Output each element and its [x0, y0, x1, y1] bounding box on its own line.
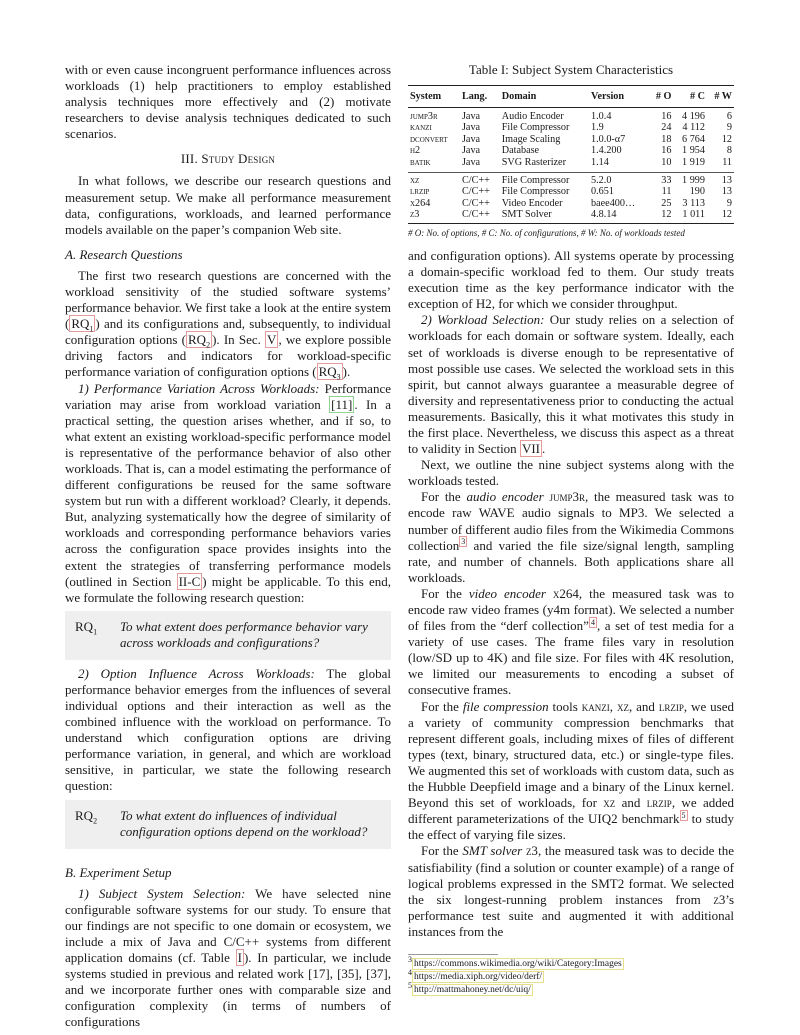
cell-lang: C/C++	[460, 172, 500, 186]
table-row	[408, 172, 734, 186]
paragraph-subject-selection: 1) Subject System Selection: We have selected nine configurable software systems for our study. To ensure that our findings are not specific to one domain or ecosystem, we include a mix of Java and C/C++ systems from different application domains (cf. Table I ). In particular, we include systems studied in previous and related work [17], [35], [37], and we incorporate further ones with comparable size and configuration complexity (in terms of numbers of configurations	[65, 885, 391, 1030]
cell-version: 5.2.0	[589, 172, 649, 186]
table-i-link[interactable]: I	[237, 949, 242, 965]
citation-11-link[interactable]: [11]	[331, 396, 353, 412]
cell-options: 16	[661, 110, 672, 122]
cell-configs: 6 764	[682, 133, 705, 145]
table-header-row	[408, 86, 734, 108]
cell-system: jump3r	[410, 110, 438, 122]
cell-workloads: 13	[707, 172, 734, 186]
cell-system: xz	[408, 172, 460, 186]
cell-configs: 190	[689, 186, 705, 198]
rq1-label: $RQ_1$	[75, 618, 98, 637]
table-row	[408, 134, 734, 146]
cell-lang: Java	[461, 133, 481, 145]
table-row	[408, 145, 734, 157]
col-header-workloads: # W	[707, 86, 734, 108]
paragraph-file-compression: For the file compression tools kanzi, xz, and lrzip, we used a variety of community compression benchmarks that represent different goals, including mixes of files of different types (text, binary, structured data, etc.) or single-type files. We augmented this set of workloads with custom data, such as the Hubble Deepfield image and a binary of the Linux kernel. Beyond this set of workloads, for xz and lrzip, we added different parameterizations of the UIQ2 benchmark $^5$ to study the effect of varying file sizes.	[408, 698, 734, 843]
paragraph-option-influence: 2) Option Influence Across Workloads: The global performance behavior emerges from the influences of several individual options and their interaction as well as the combined influence with the workload on performance. To understand which configuration options are driving performance variation, in general, and which are workload sensitive, in particular, we state the following research question:	[65, 665, 391, 794]
cell-options: 11	[661, 186, 672, 198]
cell-system: x264	[410, 197, 431, 209]
research-question-2-box	[65, 800, 391, 849]
footnote-3: $^3$ https://commons.wikimedia.org/wiki/Category:Images	[408, 954, 622, 969]
footnote-5-url[interactable]: http://mattmahoney.net/dc/uiq/	[414, 984, 531, 995]
section-v-link[interactable]: V	[267, 332, 277, 348]
footnote-5: $^5$ http://mattmahoney.net/dc/uiq/	[408, 980, 531, 995]
cell-workloads: 13	[721, 186, 732, 198]
cell-options: 25	[661, 197, 672, 209]
cell-version: baee400…	[591, 197, 636, 209]
footnote-3-url[interactable]: https://commons.wikimedia.org/wiki/Category:Images	[414, 958, 622, 969]
cell-system: z3	[408, 209, 460, 223]
footnote-4-url[interactable]: https://media.xiph.org/video/derf/	[414, 971, 543, 982]
cell-version: 1.0.0-α7	[591, 133, 626, 145]
col-header-lang: Lang.	[460, 86, 500, 108]
paragraph-video-encoder: For the video encoder x264, the measured task was to encode raw video frames (y4m format). We selected a number of files from the “derf collection” $^4$ , a set of test media for a variety of use cases. The frame files vary in resolution (low/SD up to 4K) and file size. For files with 4K resolution, we limited our measurements to encoding a subset of consecutive frames.	[408, 585, 734, 698]
cell-system: lrzip	[410, 186, 430, 198]
rq3-link[interactable]: $RQ_3$	[318, 364, 341, 382]
cell-domain: SMT Solver	[500, 209, 589, 223]
cell-version: 1.14	[591, 156, 609, 168]
cell-configs: 1 954	[682, 145, 705, 157]
section-title-study-design: III. Study Design	[180, 151, 276, 167]
paragraph-smt-solver: For the SMT solver z3, the measured task was to decide the satisfiability (find a solution or counter example) of a range of logical problems expressed in the SMT2 format. We selected the six longest-running problem instances from z3’s performance test suite and augmented it with additional instances from the	[408, 843, 734, 939]
table-row	[408, 107, 734, 122]
cell-domain: File Compressor	[501, 122, 570, 134]
table-row	[408, 198, 734, 210]
cell-lang: Java	[461, 145, 481, 157]
cell-version: 1.4.200	[591, 145, 622, 157]
cell-lang: Java	[461, 156, 481, 168]
footnote-4: $^4$ https://media.xiph.org/video/derf/	[408, 967, 543, 982]
cell-configs: 1 919	[682, 156, 705, 168]
paragraph-intro-tail: with or even cause incongruent performance influences across workloads (1) help practitioners to employ established analysis techniques more effectively and (2) motivate researchers to devise analysis techniques dedicated to such scenarios.	[65, 62, 391, 142]
rq1-text: To what extent does performance behavior vary across workloads and configurations?	[120, 618, 368, 650]
cell-version: 1.0.4	[591, 110, 612, 122]
paragraph-rq-overview: The first two research questions are concerned with the workload sensitivity of the studied software systems’ performance behavior. We first take a look at the entire system ( $RQ_1$ ) and its configurations and, subsequently, to individual configuration options ( $RQ_2$ ). In Sec. V , we explore possible driving factors and indicators for workload-specific performance variation of configuration options ( $RQ_3$ ).	[65, 267, 391, 382]
cell-lang: C/C++	[461, 197, 490, 209]
section-iic-link[interactable]: II-C	[178, 573, 201, 589]
cell-lang: Java	[461, 122, 481, 134]
cell-workloads: 9	[726, 197, 732, 209]
subsection-experiment-setup: B. Experiment Setup	[65, 864, 172, 880]
cell-version: 4.8.14	[589, 209, 649, 223]
rq2-text: To what extent do influences of individual configuration options depend on the workload?	[120, 807, 368, 839]
table-row	[408, 186, 734, 198]
cell-version: 1.9	[591, 122, 604, 134]
left-column	[65, 62, 391, 1030]
cell-configs: 4 196	[682, 110, 705, 122]
cell-options: 33	[649, 172, 673, 186]
cell-lang: Java	[461, 110, 481, 122]
cell-options: 16	[661, 145, 672, 157]
cell-domain: SVG Rasterizer	[501, 156, 566, 168]
cell-system: kanzi	[410, 122, 432, 134]
subject-systems-table	[408, 85, 734, 224]
paragraph-performance-variation: 1) Performance Variation Across Workloads: Performance variation may arise from workload variation [11] . In a practical setting, the question arises whether, and if so, to what extent an existing workload-specific performance model is representative of the performance behavior of also other workloads. That is, can a model estimating the performance of different configurations be reused for the same software system but run with a different workload? Clearly, it depends. But, analyzing systematically how the degree of similarity of workloads and corresponding performance behaviors varies across the configuration space provides insights into the extent the strategies of transferring performance models (outlined in Section II-C ) might be applicable. To this end, we formulate the following research question:	[65, 380, 392, 605]
table-footnote: # O: No. of options, # C: No. of configurations, # W: No. of workloads tested	[408, 227, 685, 238]
rq1-link[interactable]: $RQ_1$	[71, 316, 94, 334]
cell-lang: C/C++	[460, 209, 500, 223]
cell-configs: 1 011	[673, 209, 707, 223]
table-caption: Table I: Subject System Characteristics	[468, 62, 674, 77]
subsection-research-questions: A. Research Questions	[65, 246, 183, 262]
footnote-3-ref[interactable]: 3	[461, 537, 466, 547]
table-row	[408, 209, 734, 223]
cell-version: 0.651	[591, 186, 614, 198]
cell-domain: Image Scaling	[501, 133, 561, 145]
cell-options: 12	[649, 209, 673, 223]
table-row	[408, 157, 734, 172]
paragraph-study-intro: In what follows, we describe our research questions and measurement setup. We make all performance measurement data, configurations, workloads, and learned performance models available on the paper’s companion Web site.	[65, 173, 391, 237]
section-vii-link[interactable]: VII	[521, 441, 540, 457]
cell-lang: C/C++	[461, 186, 490, 198]
right-column	[408, 62, 734, 997]
col-header-system: System	[408, 86, 460, 108]
cell-workloads: 11	[722, 156, 732, 168]
cell-domain: File Compressor	[500, 172, 589, 186]
cell-configs: 4 112	[682, 122, 705, 134]
cell-system: h2	[410, 145, 421, 157]
cell-domain: File Compressor	[501, 186, 570, 198]
footnote-rule	[408, 954, 498, 955]
rq2-label: $RQ_2$	[75, 807, 98, 826]
cell-configs: 3 113	[682, 197, 705, 209]
rq2-link[interactable]: $RQ_2$	[188, 332, 211, 350]
cell-configs: 1 999	[673, 172, 707, 186]
cell-workloads: 6	[726, 110, 732, 122]
cell-workloads: 9	[726, 122, 732, 134]
cell-workloads: 8	[726, 145, 732, 157]
col-header-version: Version	[589, 86, 649, 108]
footnote-4-ref[interactable]: 4	[590, 617, 595, 627]
col-header-options: # O	[649, 86, 673, 108]
research-question-1-box	[65, 611, 391, 660]
table-row	[408, 122, 734, 134]
cell-options: 18	[661, 133, 672, 145]
cell-domain: Audio Encoder	[501, 110, 564, 122]
paragraph-next-outline: Next, we outline the nine subject systems along with the workloads tested.	[408, 457, 734, 489]
col-header-domain: Domain	[500, 86, 589, 108]
cell-workloads: 12	[707, 209, 734, 223]
cell-system: batik	[410, 156, 431, 168]
cell-options: 10	[661, 156, 672, 168]
cell-domain: Video Encoder	[501, 197, 563, 209]
paragraph-audio-encoder: For the audio encoder jump3r, the measured task was to encode raw WAVE audio signals to MP3. We selected a number of different audio files from the Wikimedia Commons collection $^3$ and varied the file size/signal length, sampling rate, and number of channels. Both applications share all workloads.	[408, 489, 735, 585]
col-header-configs: # C	[673, 86, 707, 108]
cell-options: 24	[661, 122, 672, 134]
cell-system: dconvert	[410, 133, 448, 145]
cell-workloads: 12	[721, 133, 732, 145]
paragraph-workload-selection: 2) Workload Selection: Our study relies on a selection of workloads for each domain or software system. Ideally, each set of workloads is diverse enough to be representative of most possible use cases. We selected the workload sets in this spirit, but cannot always guarantee a measurable degree of diversity and representativeness prior to conducting the actual measurements. Basically, this it what motivates this study in the first place. Nevertheless, we discuss this aspect as a threat to validity in Section VII .	[408, 312, 734, 457]
footnote-5-ref[interactable]: 5	[681, 810, 686, 820]
cell-domain: Database	[501, 145, 540, 157]
paragraph-config-options-cont: and configuration options). All systems operate by processing a domain-specific workload fed to them. Our study treats execution time as the key performance indicator with the exception of H2, for which we consider throughput.	[408, 247, 734, 312]
